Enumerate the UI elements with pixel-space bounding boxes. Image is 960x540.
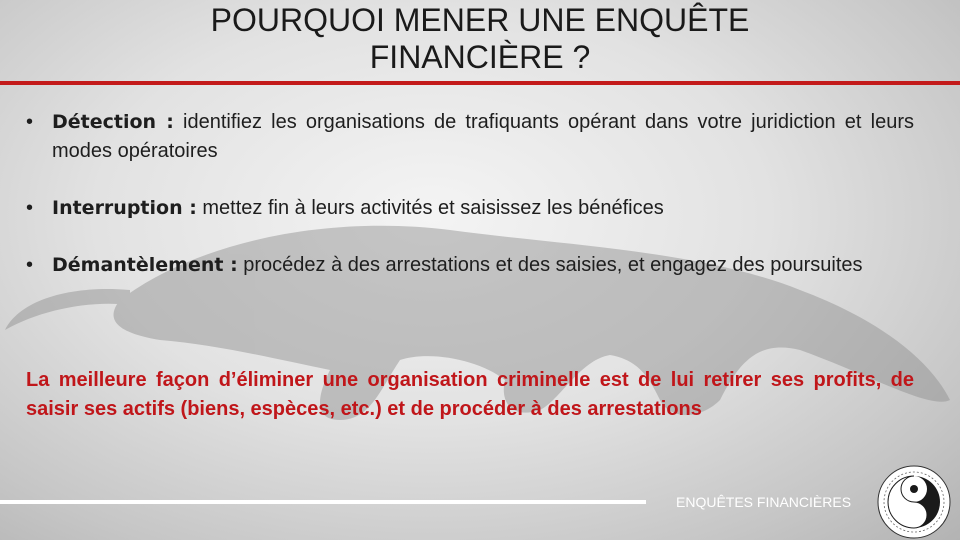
bullet-text: identifiez les organisations de trafiquants opérant dans votre juridiction et leurs modes opératoires bbox=[52, 111, 914, 162]
bullet-interruption bbox=[26, 194, 914, 223]
bullet-marker: • bbox=[26, 111, 34, 133]
bullet-list bbox=[26, 108, 914, 280]
bullet-term: Démantèlement : bbox=[52, 254, 238, 276]
bullet-text: procédez à des arrestations et des saisies, et engagez des poursuites bbox=[237, 254, 863, 276]
bullet-marker: • bbox=[26, 197, 34, 219]
page-title bbox=[100, 2, 860, 76]
bullet-text: mettez fin à leurs activités et saisissez les bénéfices bbox=[196, 197, 664, 219]
title-line-2: FINANCIÈRE ? bbox=[369, 39, 591, 75]
bullet-term: Détection : bbox=[52, 111, 174, 133]
bullet-term: Interruption : bbox=[52, 197, 197, 219]
footer-label: ENQUÊTES FINANCIÈRES bbox=[676, 494, 852, 510]
bullet-marker: • bbox=[26, 254, 34, 276]
conclusion-statement: La meilleure façon d’éliminer une organisation criminelle est de lui retirer ses profits, de saisir ses actifs (biens, espèces, etc.) et de procéder à des arrestations bbox=[26, 369, 914, 420]
footer-divider bbox=[0, 500, 646, 504]
title-divider bbox=[0, 81, 960, 85]
bullet-detection bbox=[26, 108, 914, 166]
yin-yang-seal-icon bbox=[875, 464, 953, 540]
title-line-1: POURQUOI MENER UNE ENQUÊTE bbox=[210, 2, 750, 38]
bullet-dismantling bbox=[26, 251, 914, 280]
